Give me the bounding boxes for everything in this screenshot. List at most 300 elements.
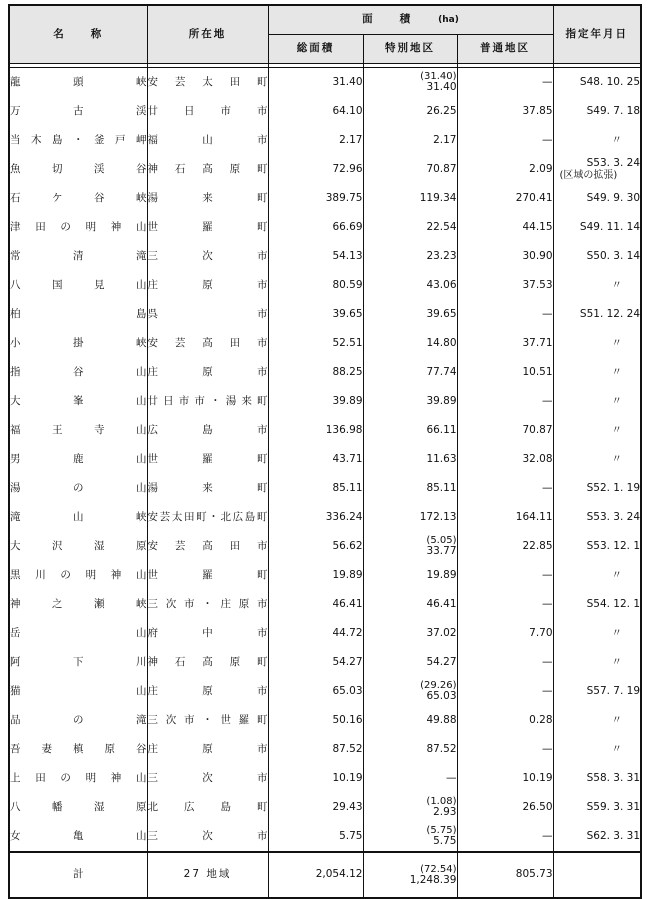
- special-zone-number: 172.13: [419, 510, 457, 523]
- ditto-mark: 〃: [611, 423, 623, 436]
- area-name: [9, 590, 147, 619]
- table-row: [9, 155, 641, 184]
- spread-text: 三 次 市 ・ 庄 原 市: [147, 597, 268, 610]
- special-zone-value: [363, 590, 457, 619]
- special-zone-value: [363, 329, 457, 358]
- area-name: [9, 735, 147, 764]
- special-zone-number: 66.11: [426, 423, 457, 436]
- special-zone-number: 2.17: [433, 133, 457, 146]
- area-name: [9, 358, 147, 387]
- special-zone-value: [363, 677, 457, 706]
- spread-text: 世 羅 町: [147, 220, 268, 233]
- designation-date: [553, 706, 641, 735]
- designation-date: [553, 822, 641, 852]
- total-area-sum: 2,054.12: [268, 852, 363, 898]
- total-area-value: 44.72: [268, 619, 363, 648]
- spread-text: 安 芸 高 田 市: [147, 539, 268, 552]
- spread-text: 品 の 滝: [10, 713, 147, 726]
- area-location: [147, 532, 268, 561]
- area-location: [147, 590, 268, 619]
- total-area-value: 54.27: [268, 648, 363, 677]
- special-zone-number: 46.41: [426, 597, 457, 610]
- table-row: [9, 735, 641, 764]
- special-zone-number: 19.89: [426, 568, 457, 581]
- spread-text: 龍 頭 峡: [10, 75, 147, 88]
- area-location: [147, 126, 268, 155]
- area-name: [9, 822, 147, 852]
- spread-text: 吾 妻 槙 原 谷: [10, 742, 147, 755]
- designation-date: [553, 126, 641, 155]
- spread-text: 福 王 寺 山: [10, 423, 147, 436]
- spread-text: 当 木 島 ・ 釜 戸 岬: [10, 133, 147, 146]
- area-location: [147, 213, 268, 242]
- special-zone-value: [363, 213, 457, 242]
- general-zone-value: 70.87: [457, 416, 553, 445]
- designation-date-note: (区域の拡張): [559, 169, 618, 181]
- table-row: [9, 358, 641, 387]
- general-zone-value: —: [457, 300, 553, 329]
- special-zone-value: [363, 503, 457, 532]
- area-location: [147, 648, 268, 677]
- total-label: 計: [9, 852, 147, 898]
- total-area-value: 65.03: [268, 677, 363, 706]
- area-location: [147, 822, 268, 852]
- designation-date: [553, 271, 641, 300]
- spread-text: 神 石 高 原 町: [147, 162, 268, 175]
- general-zone-value: 30.90: [457, 242, 553, 271]
- special-zone-paren: (5.05): [426, 535, 457, 547]
- area-name: [9, 677, 147, 706]
- special-zone-paren: (1.08): [426, 796, 457, 808]
- spread-text: 府 中 市: [147, 626, 268, 639]
- special-zone-value: [363, 735, 457, 764]
- area-name: [9, 706, 147, 735]
- spread-text: 北 広 島 町: [147, 800, 268, 813]
- total-row: [9, 852, 641, 898]
- area-name: [9, 242, 147, 271]
- spread-text: 庄 原 市: [147, 365, 268, 378]
- ditto-mark: 〃: [611, 394, 623, 407]
- designation-date-text: S52. 1. 19: [586, 481, 641, 494]
- designation-date-text: S49. 9. 30: [586, 191, 641, 204]
- general-zone-value: —: [457, 735, 553, 764]
- table-row: [9, 474, 641, 503]
- designation-date: [553, 793, 641, 822]
- spread-text: 八 幡 湿 原: [10, 800, 147, 813]
- spread-text: 大 沢 湿 原: [10, 539, 147, 552]
- area-name: [9, 213, 147, 242]
- spread-text: 万 古 渓: [10, 104, 147, 117]
- special-zone-value: [363, 271, 457, 300]
- table-row: [9, 764, 641, 793]
- special-zone-value: [363, 97, 457, 126]
- ditto-mark: 〃: [611, 365, 623, 378]
- ditto-mark: 〃: [611, 713, 623, 726]
- area-name: [9, 561, 147, 590]
- spread-text: 上 田 の 明 神 山: [10, 771, 147, 784]
- spread-text: 指 谷 山: [10, 365, 147, 378]
- designation-date-text: S58. 3. 31: [586, 771, 641, 784]
- total-area-value: 72.96: [268, 155, 363, 184]
- ditto-mark: 〃: [611, 626, 623, 639]
- table-row: [9, 387, 641, 416]
- special-zone-value: [363, 764, 457, 793]
- table-row: [9, 822, 641, 852]
- special-zone-value: [363, 155, 457, 184]
- header-special-zone: 特別地区: [363, 35, 457, 64]
- total-special-sum: [363, 852, 457, 898]
- special-zone-value: [363, 184, 457, 213]
- total-general-sum: 805.73: [457, 852, 553, 898]
- designation-date-text: S53. 12. 1: [586, 539, 641, 552]
- special-zone-value: [363, 793, 457, 822]
- total-area-value: 87.52: [268, 735, 363, 764]
- special-zone-value: [363, 300, 457, 329]
- designation-date: [553, 68, 641, 98]
- designation-date: [553, 735, 641, 764]
- header-general-zone: 普通地区: [457, 35, 553, 64]
- special-zone-number: 39.65: [426, 307, 457, 320]
- special-zone-paren: (29.26): [420, 680, 457, 692]
- designation-date: [553, 532, 641, 561]
- total-area-value: 39.65: [268, 300, 363, 329]
- special-zone-value: [363, 126, 457, 155]
- general-zone-value: —: [457, 68, 553, 98]
- table-row: [9, 561, 641, 590]
- special-zone-number: 54.27: [426, 655, 457, 668]
- designation-date: [553, 242, 641, 271]
- special-zone-value: [363, 358, 457, 387]
- total-area-value: 80.59: [268, 271, 363, 300]
- area-name: [9, 300, 147, 329]
- spread-text: 三 次 市: [147, 771, 268, 784]
- special-zone-number: 37.02: [426, 626, 457, 639]
- designation-date: [553, 445, 641, 474]
- spread-text: 廿 日 市 市: [147, 104, 268, 117]
- general-zone-value: —: [457, 561, 553, 590]
- spread-text: 柏 島: [10, 307, 147, 320]
- spread-text: 三 次 市 ・ 世 羅 町: [147, 713, 268, 726]
- special-zone-value: [363, 387, 457, 416]
- area-location: [147, 503, 268, 532]
- designation-date-text: S49. 11. 14: [579, 220, 641, 233]
- designation-date: [553, 155, 641, 184]
- header-name: 名 称: [9, 5, 147, 64]
- spread-text: 津 田 の 明 神 山: [10, 220, 147, 233]
- general-zone-value: 37.53: [457, 271, 553, 300]
- spread-text: 魚 切 渓 谷: [10, 162, 147, 175]
- designated-areas-table: [8, 4, 642, 899]
- area-name: [9, 155, 147, 184]
- area-location: [147, 155, 268, 184]
- designation-date: [553, 561, 641, 590]
- special-zone-number: 77.74: [426, 365, 457, 378]
- special-zone-number: 26.25: [426, 104, 457, 117]
- header-area-unit: (ha): [438, 15, 459, 26]
- special-zone-number: 23.23: [426, 249, 457, 262]
- general-zone-value: 164.11: [457, 503, 553, 532]
- designation-date: [553, 474, 641, 503]
- total-region-count: 27 地域: [147, 852, 268, 898]
- designation-date-text: S59. 3. 31: [586, 800, 641, 813]
- table-row: [9, 300, 641, 329]
- spread-text: 庄 原 市: [147, 742, 268, 755]
- special-zone-number: 49.88: [426, 713, 457, 726]
- special-zone-number: 85.11: [426, 481, 457, 494]
- total-area-value: 336.24: [268, 503, 363, 532]
- table-row: [9, 126, 641, 155]
- area-name: [9, 184, 147, 213]
- table-row: [9, 445, 641, 474]
- area-name: [9, 271, 147, 300]
- total-area-value: 52.51: [268, 329, 363, 358]
- designation-date: [553, 97, 641, 126]
- spread-text: 庄 原 市: [147, 684, 268, 697]
- table-row: [9, 329, 641, 358]
- special-zone-number: 22.54: [426, 220, 457, 233]
- general-zone-value: 37.85: [457, 97, 553, 126]
- designation-date-text: S53. 3. 24: [586, 510, 641, 523]
- table-row: [9, 68, 641, 98]
- designation-date: [553, 184, 641, 213]
- ditto-mark: 〃: [611, 452, 623, 465]
- general-zone-value: 32.08: [457, 445, 553, 474]
- general-zone-value: 7.70: [457, 619, 553, 648]
- general-zone-value: —: [457, 590, 553, 619]
- ditto-mark: 〃: [611, 742, 623, 755]
- total-area-value: 85.11: [268, 474, 363, 503]
- spread-text: 湯 の 山: [10, 481, 147, 494]
- designation-date-text: S57. 7. 19: [586, 684, 641, 697]
- special-zone-value: [363, 619, 457, 648]
- area-location: [147, 300, 268, 329]
- general-zone-value: —: [457, 126, 553, 155]
- total-area-value: 43.71: [268, 445, 363, 474]
- total-area-value: 88.25: [268, 358, 363, 387]
- special-zone-value: [363, 68, 457, 98]
- header-area-label: 面 積: [362, 13, 413, 26]
- spread-text: 猫 山: [10, 684, 147, 697]
- total-special-value: 1,248.39: [409, 873, 457, 886]
- area-name: [9, 126, 147, 155]
- area-location: [147, 97, 268, 126]
- spread-text: 廿 日 市 市 ・ 湯 来 町: [147, 394, 268, 407]
- spread-text: 湯 来 町: [147, 481, 268, 494]
- special-zone-value: [363, 445, 457, 474]
- spread-text: 阿 下 川: [10, 655, 147, 668]
- total-area-value: 19.89: [268, 561, 363, 590]
- special-zone-number: 65.03: [426, 690, 457, 703]
- spread-text: 小 掛 峡: [10, 336, 147, 349]
- header-area: [268, 5, 553, 35]
- special-zone-paren: (5.75): [426, 825, 457, 837]
- area-location: [147, 387, 268, 416]
- table-row: [9, 532, 641, 561]
- area-name: [9, 445, 147, 474]
- area-name: [9, 764, 147, 793]
- area-location: [147, 735, 268, 764]
- area-location: [147, 329, 268, 358]
- spread-text: 安 芸 太 田 町 ・ 北 広 島 町: [147, 510, 268, 523]
- designation-date: [553, 590, 641, 619]
- area-name: [9, 68, 147, 98]
- area-location: [147, 793, 268, 822]
- spread-text: 三 次 市: [147, 829, 268, 842]
- spread-text: 三 次 市: [147, 249, 268, 262]
- designation-date: [553, 213, 641, 242]
- general-zone-value: 0.28: [457, 706, 553, 735]
- area-location: [147, 474, 268, 503]
- total-date: [553, 852, 641, 898]
- header-designation-date: 指定年月日: [553, 5, 641, 64]
- spread-text: 男 鹿 山: [10, 452, 147, 465]
- spread-text: 世 羅 町: [147, 452, 268, 465]
- designation-date: [553, 619, 641, 648]
- designation-date-text: S49. 7. 18: [586, 104, 641, 117]
- area-location: [147, 677, 268, 706]
- area-location: [147, 68, 268, 98]
- area-location: [147, 184, 268, 213]
- area-location: [147, 242, 268, 271]
- spread-text: 神 之 瀬 峡: [10, 597, 147, 610]
- table-row: [9, 706, 641, 735]
- special-zone-number: —: [446, 771, 457, 784]
- area-name: [9, 793, 147, 822]
- spread-text: 大 峯 山: [10, 394, 147, 407]
- general-zone-value: 270.41: [457, 184, 553, 213]
- ditto-mark: 〃: [611, 336, 623, 349]
- spread-text: 滝 山 峡: [10, 510, 147, 523]
- special-zone-paren: (31.40): [420, 71, 457, 83]
- area-name: [9, 329, 147, 358]
- designation-date: [553, 677, 641, 706]
- total-area-value: 54.13: [268, 242, 363, 271]
- total-area-value: 389.75: [268, 184, 363, 213]
- area-location: [147, 416, 268, 445]
- table-row: [9, 590, 641, 619]
- ditto-mark: 〃: [611, 568, 623, 581]
- designation-date: [553, 358, 641, 387]
- area-name: [9, 474, 147, 503]
- total-area-value: 2.17: [268, 126, 363, 155]
- header-row: [9, 5, 641, 35]
- general-zone-value: 10.19: [457, 764, 553, 793]
- special-zone-number: 31.40: [426, 81, 457, 94]
- area-location: [147, 764, 268, 793]
- general-zone-value: —: [457, 474, 553, 503]
- special-zone-number: 11.63: [426, 452, 457, 465]
- special-zone-number: 119.34: [419, 191, 457, 204]
- total-area-value: 66.69: [268, 213, 363, 242]
- total-area-value: 29.43: [268, 793, 363, 822]
- designation-date: [553, 387, 641, 416]
- area-name: [9, 503, 147, 532]
- area-location: [147, 561, 268, 590]
- table-row: [9, 793, 641, 822]
- spread-text: 女 亀 山: [10, 829, 147, 842]
- table-row: [9, 213, 641, 242]
- total-area-value: 39.89: [268, 387, 363, 416]
- spread-text: 湯 来 町: [147, 191, 268, 204]
- designation-date: [553, 648, 641, 677]
- area-location: [147, 358, 268, 387]
- area-location: [147, 706, 268, 735]
- designation-date-text: S50. 3. 14: [586, 249, 641, 262]
- ditto-mark: 〃: [611, 278, 623, 291]
- general-zone-value: —: [457, 822, 553, 852]
- area-name: [9, 648, 147, 677]
- general-zone-value: —: [457, 387, 553, 416]
- spread-text: 世 羅 町: [147, 568, 268, 581]
- spread-text: 石 ケ 谷 峡: [10, 191, 147, 204]
- total-area-value: 56.62: [268, 532, 363, 561]
- special-zone-number: 33.77: [426, 545, 457, 558]
- area-name: [9, 532, 147, 561]
- table-row: [9, 97, 641, 126]
- area-location: [147, 445, 268, 474]
- designation-date: [553, 300, 641, 329]
- special-zone-number: 43.06: [426, 278, 457, 291]
- special-zone-value: [363, 561, 457, 590]
- area-name: [9, 416, 147, 445]
- table-row: [9, 503, 641, 532]
- special-zone-number: 14.80: [426, 336, 457, 349]
- ditto-mark: 〃: [611, 133, 623, 146]
- special-zone-number: 5.75: [433, 835, 457, 848]
- header-total-area: 総面積: [268, 35, 363, 64]
- general-zone-value: 26.50: [457, 793, 553, 822]
- special-zone-value: [363, 242, 457, 271]
- special-zone-value: [363, 706, 457, 735]
- total-special-paren: (72.54): [420, 863, 457, 875]
- designation-date: [553, 329, 641, 358]
- special-zone-value: [363, 822, 457, 852]
- general-zone-value: —: [457, 648, 553, 677]
- designation-date: [553, 503, 641, 532]
- spread-text: 広 島 市: [147, 423, 268, 436]
- spread-text: 常 清 滝: [10, 249, 147, 262]
- total-area-value: 64.10: [268, 97, 363, 126]
- spread-text: 福 山 市: [147, 133, 268, 146]
- spread-text: 安 芸 太 田 町: [147, 75, 268, 88]
- table-row: [9, 619, 641, 648]
- table-row: [9, 242, 641, 271]
- designation-date-text: S51. 12. 24: [579, 307, 641, 320]
- spread-text: 庄 原 市: [147, 278, 268, 291]
- special-zone-number: 2.93: [433, 806, 457, 819]
- general-zone-value: 37.71: [457, 329, 553, 358]
- special-zone-number: 70.87: [426, 162, 457, 175]
- special-zone-number: 39.89: [426, 394, 457, 407]
- table-row: [9, 677, 641, 706]
- general-zone-value: —: [457, 677, 553, 706]
- table-row: [9, 184, 641, 213]
- spread-text: 神 石 高 原 町: [147, 655, 268, 668]
- spread-text: 安 芸 高 田 市: [147, 336, 268, 349]
- total-area-value: 46.41: [268, 590, 363, 619]
- designation-date-text: S54. 12. 1: [586, 597, 641, 610]
- total-area-value: 10.19: [268, 764, 363, 793]
- special-zone-value: [363, 474, 457, 503]
- spread-text: 呉 市: [147, 307, 268, 320]
- designation-date: [553, 764, 641, 793]
- total-area-value: 5.75: [268, 822, 363, 852]
- area-name: [9, 619, 147, 648]
- spread-text: 岳 山: [10, 626, 147, 639]
- special-zone-value: [363, 648, 457, 677]
- general-zone-value: 22.85: [457, 532, 553, 561]
- total-area-value: 31.40: [268, 68, 363, 98]
